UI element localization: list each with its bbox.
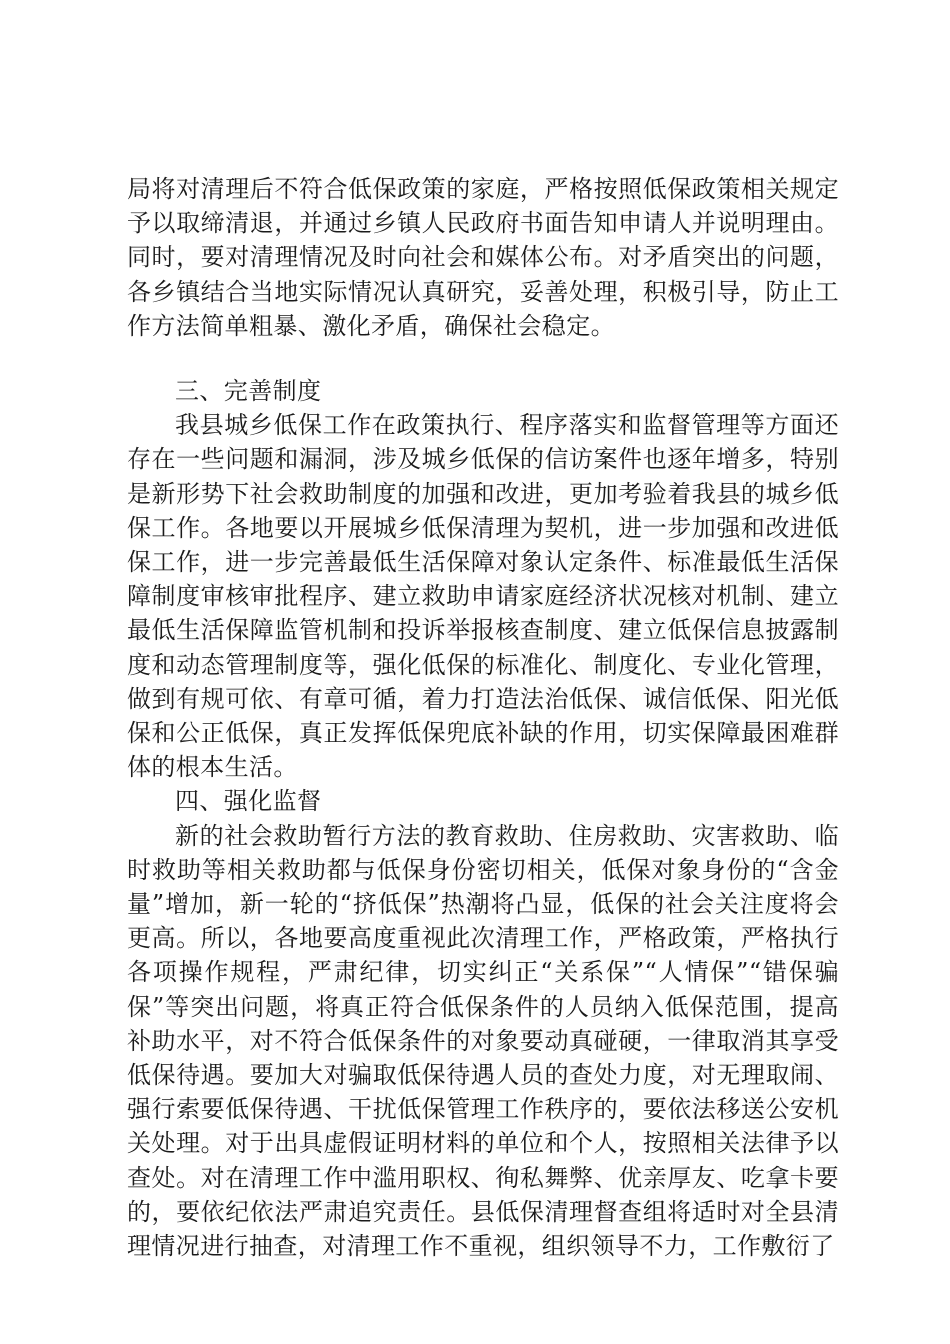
paragraph-cleanup-result: 局将对清理后不符合低保政策的家庭，严格按照低保政策相关规定予以取缔清退，并通过乡镇人民政府书面告知申请人并说明理由。同时，要对清理情况及时向社会和媒体公布。对矛盾突出的问题，各乡镇结合当地实际情况认真研究，妥善处理，积极引导，防止工作方法简单粗暴、激化矛盾，确保社会稳定。: [127, 175, 839, 340]
paragraph-spacer: [127, 343, 839, 374]
document-body: [127, 172, 839, 1263]
paragraph-strengthen-supervision: 新的社会救助暂行方法的教育救助、住房救助、灾害救助、临时救助等相关救助都与低保身份密切相关，低保对象身份的“含金量”增加，新一轮的“挤低保”热潮将凸显，低保的社会关注度将会更高。所以，各地要高度重视此次清理工作，严格政策，严格执行各项操作规程，严肃纪律，切实纠正“关系保”“人情保”“错保骗保”等突出问题，将真正符合低保条件的人员纳入低保范围，提高补助水平，对不符合低保条件的对象要动真碰硬，一律取消其享受低保待遇。要加大对骗取低保待遇人员的查处力度，对无理取闹、强行索要低保待遇、干扰低保管理工作秩序的，要依法移送公安机关处理。对于出具虚假证明材料的单位和个人，按照相关法律予以查处。对在清理工作中滥用职权、徇私舞弊、优亲厚友、吃拿卡要的，要依纪依法严肃追究责任。县低保清理督查组将适时对全县清理情况进行抽查，对清理工作不重视，组织领导不力，工作敷衍了: [127, 821, 839, 1261]
section-heading-strengthen-supervision: 四、强化监督: [175, 787, 322, 816]
section-heading-improve-system: 三、完善制度: [175, 377, 322, 406]
paragraph-improve-system: 我县城乡低保工作在政策执行、程序落实和监督管理等方面还存在一些问题和漏洞，涉及城乡低保的信访案件也逐年增多，特别是新形势下社会救助制度的加强和改进，更加考验着我县的城乡低保工作。各地要以开展城乡低保清理为契机，进一步加强和改进低保工作，进一步完善最低生活保障对象认定条件、标准最低生活保障制度审核审批程序、建立救助申请家庭经济状况核对机制、建立最低生活保障监管机制和投诉举报核查制度、建立低保信息披露制度和动态管理制度等，强化低保的标准化、制度化、专业化管理，做到有规可依、有章可循，着力打造法治低保、诚信低保、阳光低保和公正低保，真正发挥低保兜底补缺的作用，切实保障最困难群体的根本生活。: [127, 411, 839, 782]
